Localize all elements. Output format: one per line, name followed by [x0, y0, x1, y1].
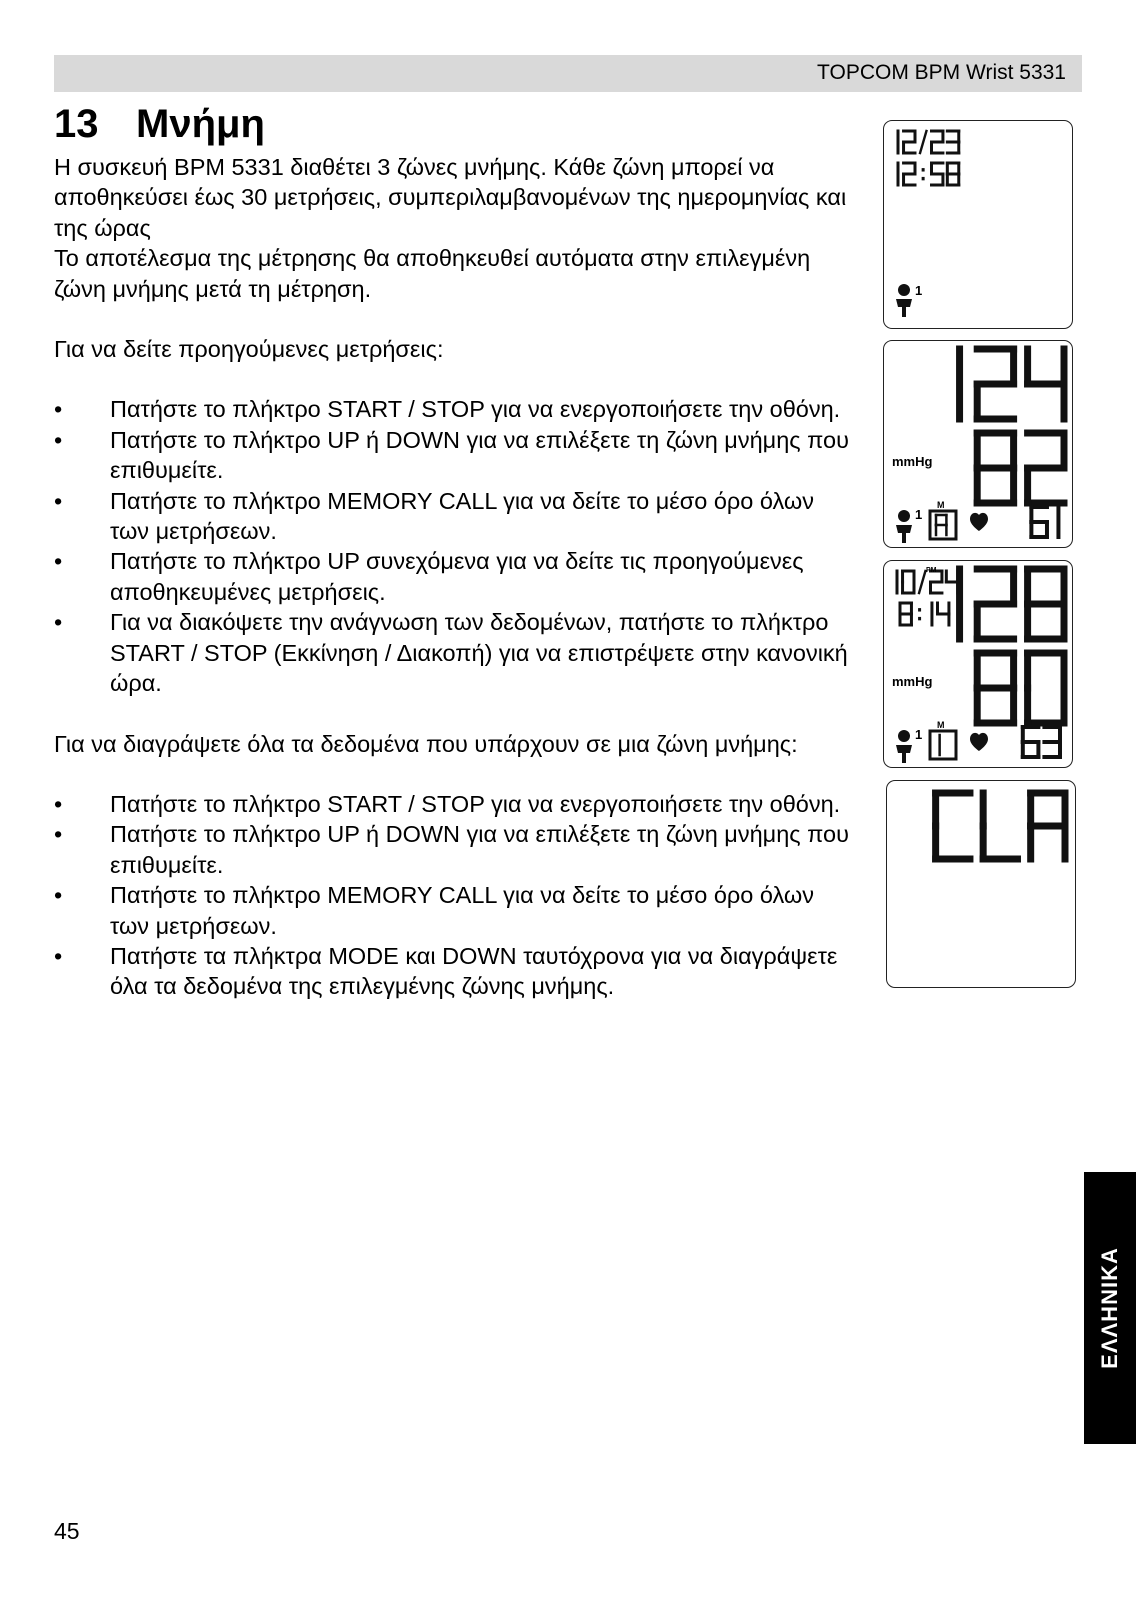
- section-title-text: Μνήμη: [136, 102, 265, 146]
- user-zone-label: 1: [915, 283, 923, 298]
- lcd-char: [1028, 433, 1064, 503]
- lcd-pulse: [1023, 727, 1060, 757]
- lcd-char: [1031, 507, 1047, 537]
- lcd-systolic: [960, 349, 1064, 419]
- memory-icon: [930, 500, 956, 539]
- user-zone-label: 1: [915, 507, 923, 522]
- intro-paragraph-2: Το αποτέλεσμα της μέτρησης θα αποθηκευθεί αυτόματα στην επιλεγμένη ζώνη μνήμης μετά τη μέτρηση.: [54, 245, 811, 302]
- lcd-char: [931, 163, 942, 185]
- delete-steps-list: [54, 789, 854, 1002]
- svg-text:M: M: [937, 500, 945, 510]
- lcd-pulse: [1031, 507, 1058, 537]
- lcd-memory-index: [936, 515, 946, 535]
- lcd-char: [1031, 793, 1065, 859]
- lcd-screen-3: [884, 561, 1072, 767]
- lcd-char: [936, 793, 970, 859]
- lcd-char: [1028, 569, 1064, 639]
- lcd-char: [931, 131, 942, 153]
- list-item: • Πατήστε το πλήκτρο MEMORY CALL για να δείτε το μέσο όρο όλων των μετρήσεων.: [54, 487, 814, 545]
- lcd-char: [977, 433, 1013, 503]
- lcd-char: [1044, 727, 1060, 757]
- language-tab-label: ΕΛΛΗΝΙΚΑ: [1097, 1247, 1122, 1369]
- lcd-time: [898, 163, 959, 185]
- lcd-char: [903, 571, 914, 593]
- delete-heading: Για να διαγράψετε όλα τα δεδομένα που υπάρχουν σε μια ζώνη μνήμης:: [54, 730, 798, 757]
- lcd-char: [937, 603, 948, 625]
- lcd-char: [900, 603, 911, 625]
- unit-label: mmHg: [892, 454, 933, 469]
- lcd-char: [1028, 349, 1064, 419]
- lcd-char: [904, 163, 915, 185]
- language-tab: [1084, 1172, 1136, 1444]
- unit-label: mmHg: [892, 674, 933, 689]
- lcd-display-date-time: [883, 120, 1073, 329]
- list-item: • Πατήστε το πλήκτρο UP συνεχόμενα για να δείτε τις προηγούμενες αποθηκευμένες μετρήσεις.: [54, 548, 804, 605]
- lcd-char: [1023, 727, 1039, 757]
- svg-text:M: M: [937, 720, 945, 730]
- lcd-screen-4: [887, 781, 1075, 987]
- lcd-char: [919, 571, 925, 593]
- lcd-display-stored-reading: [883, 560, 1073, 768]
- lcd-char: [904, 131, 915, 153]
- list-item: • Πατήστε το πλήκτρο START / STOP για να ενεργοποιήσετε την οθόνη.: [54, 790, 841, 817]
- list-item: • Για να διακόψετε την ανάγνωση των δεδομένων, πατήστε το πλήκτρο START / STOP (Εκκίνηση / Διακοπή) για να επιστρέψετε στην κανονική ώρα.: [54, 609, 848, 697]
- user-icon: [896, 284, 912, 317]
- lcd-date: [898, 131, 959, 153]
- lcd-display-average: [883, 340, 1073, 548]
- user-icon: [896, 510, 912, 543]
- header-bar: [54, 55, 1082, 92]
- list-item: • Πατήστε το πλήκτρο UP ή DOWN για να επιλέξετε τη ζώνη μνήμης που επιθυμείτε.: [54, 426, 849, 484]
- pm-indicator: PM: [926, 567, 937, 574]
- page-number: 45: [54, 1518, 80, 1544]
- lcd-char: [1028, 653, 1064, 723]
- lcd-char: [920, 131, 926, 153]
- view-steps-list: [54, 394, 854, 698]
- body-text: [54, 152, 854, 1002]
- section-number: 13: [54, 102, 99, 146]
- list-item: • Πατήστε το πλήκτρο START / STOP για να ενεργοποιήσετε την οθόνη.: [54, 396, 841, 423]
- lcd-char: [977, 349, 1013, 419]
- section-title: [54, 98, 265, 150]
- lcd-screen-1: [884, 121, 1072, 328]
- lcd-char: [983, 793, 1017, 859]
- user-icon: [896, 730, 912, 763]
- lcd-diastolic: [977, 653, 1064, 723]
- lcd-char: [947, 163, 958, 185]
- heart-icon: [970, 513, 988, 531]
- list-item: • Πατήστε το πλήκτρο MEMORY CALL για να δείτε το μέσο όρο όλων των μετρήσεων.: [54, 882, 814, 939]
- lcd-char: [977, 569, 1013, 639]
- lcd-time: [900, 603, 949, 625]
- lcd-char: [947, 131, 958, 153]
- header-title: TOPCOM BPM Wrist 5331: [817, 61, 1066, 84]
- list-item: • Πατήστε τα πλήκτρα MODE και DOWN ταυτόχρονα για να διαγράψετε όλα τα δεδομένα της επιλεγμένης ζώνης μνήμης.: [54, 942, 838, 1000]
- lcd-display-clear: [886, 780, 1076, 988]
- lcd-systolic: [960, 569, 1064, 639]
- lcd-clear-code: [936, 793, 1065, 859]
- lcd-char: [946, 571, 957, 593]
- lcd-diastolic: [977, 433, 1064, 503]
- view-heading: Για να δείτε προηγούμενες μετρήσεις:: [54, 336, 444, 363]
- lcd-char: [930, 571, 941, 593]
- lcd-date: [897, 571, 958, 593]
- heart-icon: [970, 733, 988, 751]
- lcd-screen-2: [884, 341, 1072, 547]
- list-item: • Πατήστε το πλήκτρο UP ή DOWN για να επιλέξετε τη ζώνη μνήμης που επιθυμείτε.: [54, 821, 849, 878]
- lcd-char: [936, 515, 946, 535]
- intro-paragraph-1: Η συσκευή BPM 5331 διαθέτει 3 ζώνες μνήμης. Κάθε ζώνη μπορεί να αποθηκεύσει έως 30 μετρήσεις, συμπεριλαμβανομένων της ημερομηνίας και της ώρας: [54, 154, 847, 241]
- user-zone-label: 1: [915, 727, 923, 742]
- memory-icon: [930, 720, 956, 759]
- lcd-char: [977, 653, 1013, 723]
